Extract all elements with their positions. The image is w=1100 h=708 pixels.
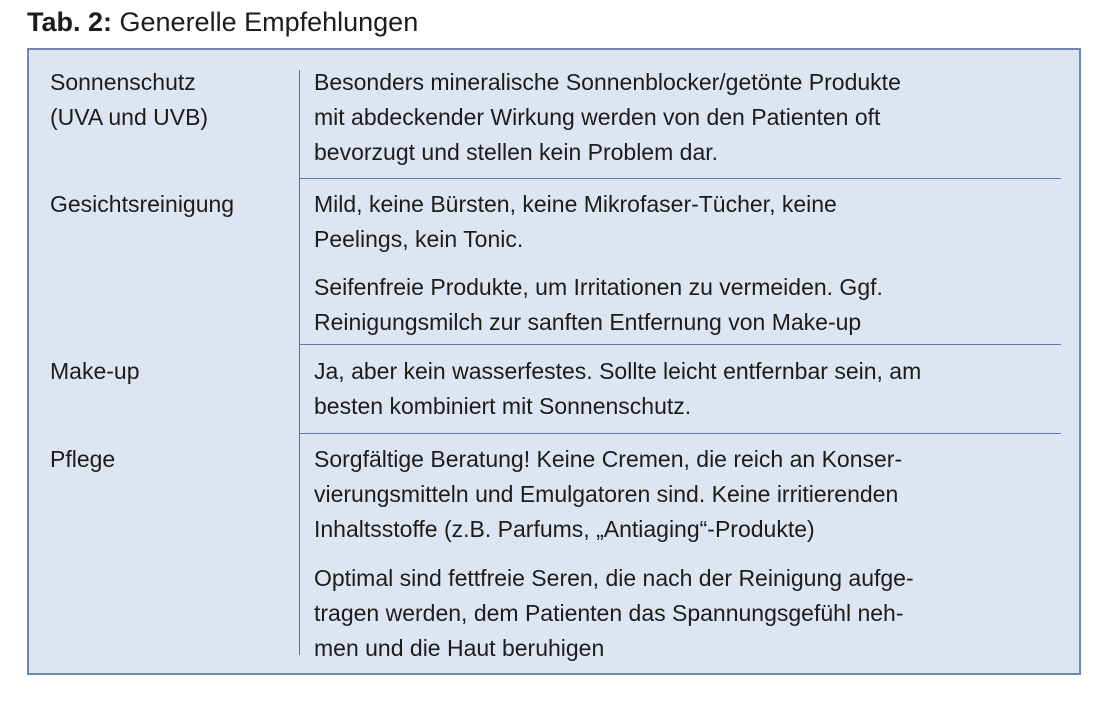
row-text-sonnenschutz: Besonders mineralische Sonnenblocker/getönte Produkte mit abdeckender Wirkung werden von den Patienten oft bevorzugt und stellen kein Problem dar. xyxy=(314,69,901,165)
row-label-pflege: Pflege xyxy=(50,446,116,472)
row-text-pflege-1: Sorgfältige Beratung! Keine Cremen, die reich an Konser- vierungsmitteln und Emulgatoren sind. Keine irritierenden Inhaltsstoffe (z.B. Parfums, „Antiaging“-Produkte) xyxy=(314,446,903,542)
recommendations-table xyxy=(27,48,1081,675)
row-label-sonnenschutz: Sonnenschutz (UVA und UVB) xyxy=(50,69,209,130)
table-title: Generelle Empfehlungen xyxy=(112,7,419,37)
row-label-make-up: Make-up xyxy=(50,358,140,384)
column-divider xyxy=(299,70,300,655)
row-text-make-up: Ja, aber kein wasserfestes. Sollte leicht entfernbar sein, am besten kombiniert mit Sonnenschutz. xyxy=(314,358,922,419)
row-text-gesichtsreinigung-2: Seifenfreie Produkte, um Irritationen zu vermeiden. Ggf. Reinigungsmilch zur sanften Entfernung von Make-up xyxy=(314,274,883,335)
row-divider xyxy=(299,178,1061,179)
row-label-gesichtsreinigung: Gesichtsreinigung xyxy=(50,191,235,217)
row-text-pflege-2: Optimal sind fettfreie Seren, die nach der Reinigung aufge- tragen werden, dem Patienten das Spannungsgefühl neh- men und die Haut beruhigen xyxy=(314,565,914,661)
row-divider xyxy=(299,344,1061,345)
row-text-gesichtsreinigung-1: Mild, keine Bürsten, keine Mikrofaser-Tücher, keine Peelings, kein Tonic. xyxy=(314,191,837,252)
table-number: Tab. 2: xyxy=(27,7,113,37)
table-caption xyxy=(27,4,418,40)
row-divider xyxy=(299,433,1061,434)
